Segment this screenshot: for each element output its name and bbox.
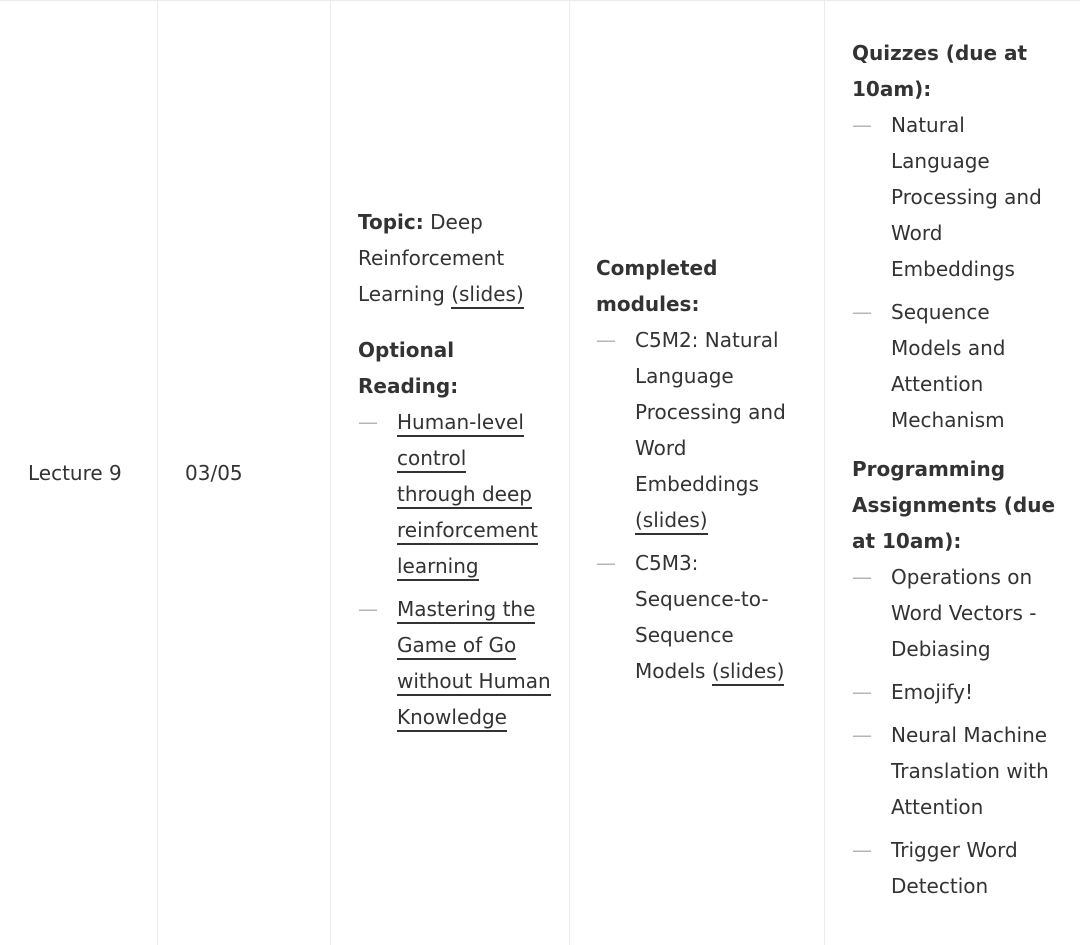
list-item — [852, 294, 1060, 438]
lecture-content-cell — [331, 1, 570, 945]
assignments-cell — [825, 1, 1080, 945]
list-item — [358, 591, 551, 735]
date-cell — [158, 1, 331, 945]
topic — [358, 204, 551, 312]
module-c5m2-text: C5M2: Natural Language Processing and Word Embeddings — [635, 328, 786, 496]
online-modules-cell — [570, 1, 825, 945]
module-list — [596, 322, 806, 689]
module-c5m3-slides-link[interactable]: (slides) — [712, 659, 785, 686]
list-item — [596, 322, 806, 538]
module-c5m3-text: C5M3: Sequence-to-Sequence Models — [635, 551, 769, 683]
reading-list — [358, 404, 551, 735]
reading-link-mastering-go[interactable]: Mastering the Game of Go without Human Knowledge — [397, 597, 551, 732]
lecture-date: 03/05 — [185, 461, 243, 485]
module-c5m2-slides-link[interactable]: (slides) — [635, 508, 708, 535]
quiz-sequence-models-attention: Sequence Models and Attention Mechanism — [891, 300, 1006, 432]
reading-link-human-level-control[interactable]: Human-level control through deep reinforcement learning — [397, 410, 538, 581]
list-item — [596, 545, 806, 689]
optional-reading-label: Optional Reading: — [358, 338, 459, 398]
programming-list — [852, 559, 1060, 904]
list-item — [852, 107, 1060, 287]
topic-slides-link[interactable]: (slides) — [451, 282, 524, 309]
quiz-list — [852, 107, 1060, 438]
quizzes-label: Quizzes (due at 10am): — [852, 41, 1028, 101]
topic-text: Deep Reinforcement Learning — [358, 210, 505, 306]
quiz-nlp-word-embeddings: Natural Language Processing and Word Embeddings — [891, 113, 1042, 281]
programming-assignments-label: Programming Assignments (due at 10am): — [852, 457, 1056, 553]
assignment-nmt-attention: Neural Machine Translation with Attention — [891, 723, 1049, 819]
lecture-cell — [0, 1, 158, 945]
lecture-number: Lecture 9 — [28, 461, 122, 485]
assignment-word-vectors: Operations on Word Vectors - Debiasing — [891, 565, 1037, 661]
list-item — [852, 559, 1060, 667]
completed-modules-label: Completed modules: — [596, 256, 718, 316]
list-item — [852, 674, 1060, 710]
assignment-trigger-word: Trigger Word Detection — [891, 838, 1018, 898]
list-item — [852, 832, 1060, 904]
list-item — [358, 404, 551, 584]
list-item — [852, 717, 1060, 825]
topic-label: Topic: — [358, 210, 424, 234]
assignment-emojify: Emojify! — [891, 680, 974, 704]
